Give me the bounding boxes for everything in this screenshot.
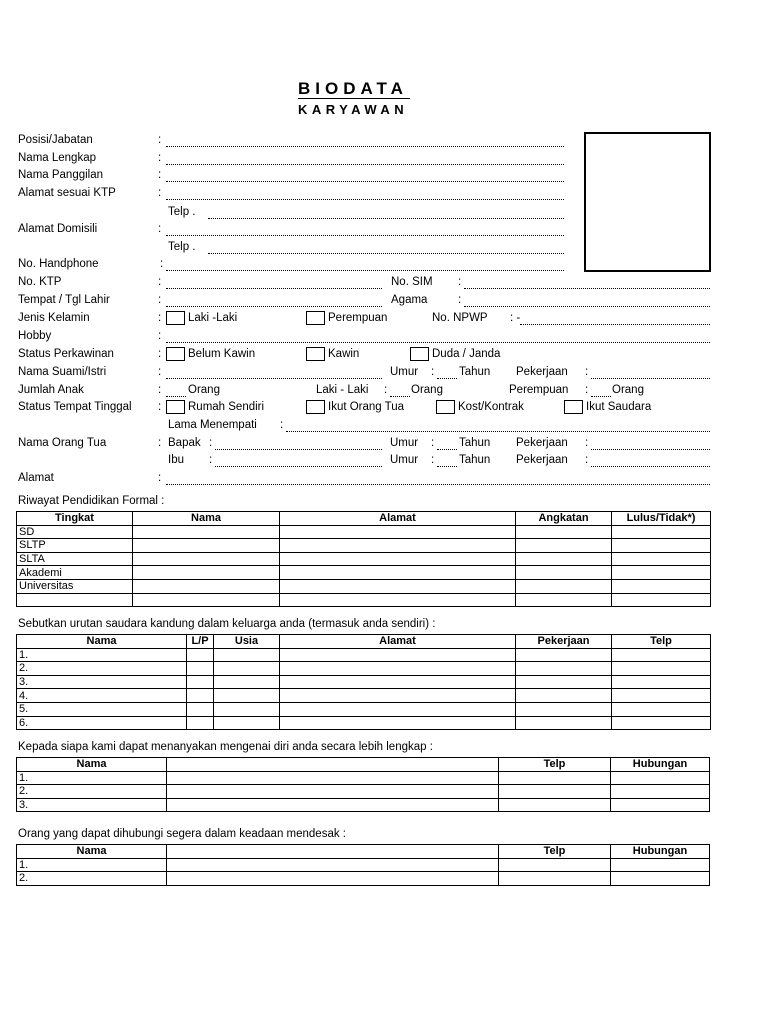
label-alamat-domisili: Alamat Domisili <box>18 223 98 235</box>
cell-no: 6. <box>17 716 187 730</box>
header-usia: Usia <box>214 635 280 649</box>
table-cell[interactable] <box>187 662 214 676</box>
header-nama: Nama <box>17 845 167 859</box>
colon: : <box>431 366 435 378</box>
option-kawin: Kawin <box>328 348 360 360</box>
table-cell[interactable] <box>612 716 711 730</box>
colon: : <box>158 134 162 146</box>
table-cell[interactable] <box>167 858 499 872</box>
label-laki-anak: Laki - Laki <box>316 384 369 396</box>
colon: : <box>585 437 589 449</box>
label-nama-lengkap: Nama Lengkap <box>18 152 96 164</box>
colon: : <box>384 384 388 396</box>
field-posisi[interactable] <box>166 146 564 147</box>
table-row <box>17 539 711 553</box>
field-alamat-domisili[interactable] <box>166 235 564 236</box>
label-umur: Umur <box>390 366 419 378</box>
checkbox-perempuan[interactable] <box>306 311 325 325</box>
table-cell[interactable] <box>612 593 711 607</box>
table-cell[interactable] <box>611 798 710 812</box>
table-cell[interactable] <box>280 702 516 716</box>
label-sim: No. SIM <box>391 276 433 288</box>
value-npwp: : - <box>510 312 521 324</box>
header-telp: Telp <box>612 635 711 649</box>
header-pekerjaan: Pekerjaan <box>516 635 612 649</box>
table-row <box>17 872 710 886</box>
section-darurat: Orang yang dapat dihubungi segera dalam keadaan mendesak : <box>18 828 346 840</box>
section-referensi: Kepada siapa kami dapat menanyakan mengenai diri anda secara lebih lengkap : <box>18 741 433 753</box>
unit-orang: Orang <box>411 384 443 396</box>
table-cell[interactable] <box>280 716 516 730</box>
colon: : <box>585 366 589 378</box>
cell-no: 2. <box>17 662 187 676</box>
colon: : <box>209 437 213 449</box>
saudara-table <box>16 634 711 730</box>
field-agama[interactable] <box>464 306 710 307</box>
header-blank <box>167 758 499 772</box>
colon: : <box>158 330 162 342</box>
table-cell[interactable] <box>280 539 516 553</box>
colon: : <box>585 384 589 396</box>
checkbox-duda[interactable] <box>410 347 429 361</box>
header-nama: Nama <box>17 635 187 649</box>
colon: : <box>158 169 162 181</box>
table-cell[interactable] <box>612 702 711 716</box>
table-cell[interactable] <box>167 798 499 812</box>
cell-tingkat: SLTA <box>17 552 133 566</box>
field-handphone[interactable] <box>166 270 564 271</box>
header-alamat: Alamat <box>280 635 516 649</box>
field-alamat-ktp[interactable] <box>166 199 564 200</box>
header-alamat: Alamat <box>280 512 516 526</box>
field-anak-perempuan[interactable] <box>591 396 611 397</box>
table-row <box>17 675 711 689</box>
checkbox-rumah-sendiri[interactable] <box>166 400 185 414</box>
header-hubungan: Hubungan <box>611 845 710 859</box>
table-cell[interactable] <box>611 785 710 799</box>
colon: : <box>585 454 589 466</box>
colon: : <box>158 276 162 288</box>
cell-no: 1. <box>17 858 167 872</box>
option-laki: Laki -Laki <box>188 312 238 324</box>
table-row <box>17 702 711 716</box>
header-hubungan: Hubungan <box>611 758 710 772</box>
table-cell[interactable] <box>516 662 612 676</box>
label-jumlah-anak: Jumlah Anak <box>18 384 84 396</box>
label-status-tinggal: Status Tempat Tinggal <box>18 401 132 413</box>
field-pekerjaan-ibu[interactable] <box>591 466 710 467</box>
field-alamat-orang-tua[interactable] <box>166 484 710 485</box>
field-telp-domisili[interactable] <box>208 253 564 254</box>
colon: : <box>458 276 462 288</box>
table-cell[interactable] <box>214 716 280 730</box>
field-ibu[interactable] <box>215 466 382 467</box>
cell-no: 2. <box>17 872 167 886</box>
label-umur: Umur <box>390 454 419 466</box>
checkbox-laki[interactable] <box>166 311 185 325</box>
field-bapak[interactable] <box>215 449 382 450</box>
option-duda: Duda / Janda <box>432 348 501 360</box>
table-cell[interactable] <box>499 798 611 812</box>
checkbox-ikut-saudara[interactable] <box>564 400 583 414</box>
darurat-table <box>16 844 710 886</box>
table-cell[interactable] <box>280 675 516 689</box>
table-cell[interactable] <box>214 648 280 662</box>
option-ikut-saudara: Ikut Saudara <box>586 401 652 413</box>
table-cell[interactable] <box>516 579 612 593</box>
cell-no: 1. <box>17 648 187 662</box>
colon: : <box>209 454 213 466</box>
form-title: BIODATA <box>298 79 408 98</box>
table-cell[interactable] <box>214 675 280 689</box>
option-perempuan: Perempuan <box>328 312 388 324</box>
unit-orang: Orang <box>612 384 644 396</box>
header-lp: L/P <box>187 635 214 649</box>
pendidikan-table <box>16 511 711 607</box>
table-cell[interactable] <box>214 702 280 716</box>
table-cell[interactable] <box>612 525 711 539</box>
cell-tingkat: Universitas <box>17 579 133 593</box>
table-cell[interactable] <box>516 525 612 539</box>
colon: : <box>431 454 435 466</box>
option-kost: Kost/Kontrak <box>458 401 524 413</box>
table-cell[interactable] <box>133 579 280 593</box>
label-pekerjaan: Pekerjaan <box>516 454 568 466</box>
colon: : <box>158 294 162 306</box>
label-pekerjaan: Pekerjaan <box>516 366 568 378</box>
table-cell[interactable] <box>187 716 214 730</box>
table-cell[interactable] <box>516 716 612 730</box>
table-cell[interactable] <box>611 771 710 785</box>
table-cell[interactable] <box>612 648 711 662</box>
table-row <box>17 593 711 607</box>
header-blank <box>167 845 499 859</box>
label-telp-ktp: Telp . <box>168 206 196 218</box>
header-angkatan: Angkatan <box>516 512 612 526</box>
cell-tingkat <box>17 593 133 607</box>
option-ikut-orang-tua: Ikut Orang Tua <box>328 401 405 413</box>
field-nama-lengkap[interactable] <box>166 164 564 165</box>
table-cell[interactable] <box>167 771 499 785</box>
field-lama-menempati[interactable] <box>286 431 710 432</box>
table-cell[interactable] <box>280 648 516 662</box>
colon: : <box>431 437 435 449</box>
label-tahun: Tahun <box>459 454 491 466</box>
field-pekerjaan-pasangan[interactable] <box>591 378 710 379</box>
field-nama-panggilan[interactable] <box>166 181 564 182</box>
label-perempuan-anak: Perempuan <box>509 384 569 396</box>
table-cell[interactable] <box>280 662 516 676</box>
colon: : <box>280 419 284 431</box>
table-cell[interactable] <box>133 539 280 553</box>
field-npwp[interactable] <box>520 324 710 325</box>
label-pekerjaan: Pekerjaan <box>516 437 568 449</box>
photo-box[interactable] <box>584 132 711 272</box>
field-jumlah-anak[interactable] <box>166 396 186 397</box>
form-subtitle: KARYAWAN <box>298 102 409 117</box>
cell-no: 4. <box>17 689 187 703</box>
table-cell[interactable] <box>516 593 612 607</box>
table-row <box>17 785 710 799</box>
table-cell[interactable] <box>612 675 711 689</box>
header-lulus: Lulus/Tidak*) <box>612 512 711 526</box>
table-cell[interactable] <box>187 675 214 689</box>
colon: : <box>158 152 162 164</box>
table-cell[interactable] <box>516 689 612 703</box>
table-cell[interactable] <box>612 566 711 580</box>
table-row <box>17 662 711 676</box>
option-belum-kawin: Belum Kawin <box>188 348 256 360</box>
table-cell[interactable] <box>214 689 280 703</box>
field-ttl[interactable] <box>166 306 382 307</box>
table-cell[interactable] <box>499 872 611 886</box>
label-handphone: No. Handphone <box>18 258 99 270</box>
label-tahun: Tahun <box>459 437 491 449</box>
table-cell[interactable] <box>167 785 499 799</box>
table-cell[interactable] <box>516 675 612 689</box>
checkbox-kost[interactable] <box>436 400 455 414</box>
table-cell[interactable] <box>516 539 612 553</box>
cell-tingkat: Akademi <box>17 566 133 580</box>
label-bapak: Bapak <box>168 437 201 449</box>
field-sim[interactable] <box>464 288 710 289</box>
table-cell[interactable] <box>499 785 611 799</box>
field-telp-ktp[interactable] <box>208 218 564 219</box>
cell-no: 2. <box>17 785 167 799</box>
colon: : <box>158 223 162 235</box>
section-pendidikan: Riwayat Pendidikan Formal : <box>18 495 165 507</box>
table-row <box>17 566 711 580</box>
colon: : <box>158 187 162 199</box>
table-cell[interactable] <box>214 662 280 676</box>
label-jenis-kelamin: Jenis Kelamin <box>18 312 90 324</box>
checkbox-belum-kawin[interactable] <box>166 347 185 361</box>
label-orang-tua: Nama Orang Tua <box>18 437 107 449</box>
header-nama: Nama <box>133 512 280 526</box>
header-telp: Telp <box>499 845 611 859</box>
field-pekerjaan-bapak[interactable] <box>591 449 710 450</box>
label-alamat: Alamat <box>18 472 54 484</box>
table-row <box>17 525 711 539</box>
label-npwp: No. NPWP <box>432 312 488 324</box>
cell-tingkat: SD <box>17 525 133 539</box>
table-cell[interactable] <box>280 579 516 593</box>
table-cell[interactable] <box>187 702 214 716</box>
unit-orang: Orang <box>188 384 220 396</box>
table-row <box>17 689 711 703</box>
label-status-kawin: Status Perkawinan <box>18 348 114 360</box>
cell-no: 3. <box>17 798 167 812</box>
field-umur-bapak[interactable] <box>437 449 457 450</box>
table-cell[interactable] <box>280 552 516 566</box>
field-umur-pasangan[interactable] <box>437 378 457 379</box>
table-row <box>17 858 710 872</box>
table-cell[interactable] <box>167 872 499 886</box>
table-cell[interactable] <box>516 552 612 566</box>
colon: : <box>158 472 162 484</box>
table-row <box>17 798 710 812</box>
colon: : <box>158 312 162 324</box>
table-cell[interactable] <box>516 702 612 716</box>
checkbox-ikut-orang-tua[interactable] <box>306 400 325 414</box>
table-row <box>17 716 711 730</box>
table-cell[interactable] <box>612 662 711 676</box>
header-nama: Nama <box>17 758 167 772</box>
label-ttl: Tempat / Tgl Lahir <box>18 294 110 306</box>
field-umur-ibu[interactable] <box>437 466 457 467</box>
label-hobby: Hobby <box>18 330 52 342</box>
table-cell[interactable] <box>133 525 280 539</box>
table-cell[interactable] <box>280 593 516 607</box>
colon: : <box>458 294 462 306</box>
label-ktp: No. KTP <box>18 276 62 288</box>
label-telp-domisili: Telp . <box>168 241 196 253</box>
label-umur: Umur <box>390 437 419 449</box>
colon: : <box>158 401 162 413</box>
table-cell[interactable] <box>516 648 612 662</box>
label-alamat-ktp: Alamat sesuai KTP <box>18 187 116 199</box>
checkbox-kawin[interactable] <box>306 347 325 361</box>
header-tingkat: Tingkat <box>17 512 133 526</box>
field-anak-laki[interactable] <box>390 396 410 397</box>
table-cell[interactable] <box>499 771 611 785</box>
label-tahun: Tahun <box>459 366 491 378</box>
cell-no: 5. <box>17 702 187 716</box>
table-cell[interactable] <box>280 689 516 703</box>
table-cell[interactable] <box>612 689 711 703</box>
table-row <box>17 552 711 566</box>
table-cell[interactable] <box>516 566 612 580</box>
table-cell[interactable] <box>611 858 710 872</box>
header-telp: Telp <box>499 758 611 772</box>
cell-tingkat: SLTP <box>17 539 133 553</box>
colon: : <box>158 348 162 360</box>
table-cell[interactable] <box>280 566 516 580</box>
field-ktp[interactable] <box>166 288 382 289</box>
table-cell[interactable] <box>133 566 280 580</box>
table-cell[interactable] <box>612 552 711 566</box>
referensi-table <box>16 757 710 812</box>
table-row <box>17 648 711 662</box>
table-cell[interactable] <box>187 648 214 662</box>
table-cell[interactable] <box>612 539 711 553</box>
label-nama-panggilan: Nama Panggilan <box>18 169 104 181</box>
section-saudara: Sebutkan urutan saudara kandung dalam keluarga anda (termasuk anda sendiri) : <box>18 618 436 630</box>
label-lama-menempati: Lama Menempati <box>168 419 257 431</box>
colon: : <box>158 366 162 378</box>
colon: : <box>158 437 162 449</box>
field-suami-istri[interactable] <box>166 378 382 379</box>
label-agama: Agama <box>391 294 428 306</box>
table-cell[interactable] <box>611 872 710 886</box>
table-row <box>17 579 711 593</box>
option-rumah-sendiri: Rumah Sendiri <box>188 401 265 413</box>
table-row <box>17 771 710 785</box>
field-hobby[interactable] <box>166 342 710 343</box>
table-cell[interactable] <box>133 593 280 607</box>
table-cell[interactable] <box>499 858 611 872</box>
label-suami-istri: Nama Suami/Istri <box>18 366 107 378</box>
table-cell[interactable] <box>187 689 214 703</box>
table-cell[interactable] <box>133 552 280 566</box>
label-posisi: Posisi/Jabatan <box>18 134 93 146</box>
label-ibu: Ibu <box>168 454 184 466</box>
colon: : <box>160 258 164 270</box>
table-cell[interactable] <box>280 525 516 539</box>
colon: : <box>158 384 162 396</box>
cell-no: 1. <box>17 771 167 785</box>
cell-no: 3. <box>17 675 187 689</box>
table-cell[interactable] <box>612 579 711 593</box>
